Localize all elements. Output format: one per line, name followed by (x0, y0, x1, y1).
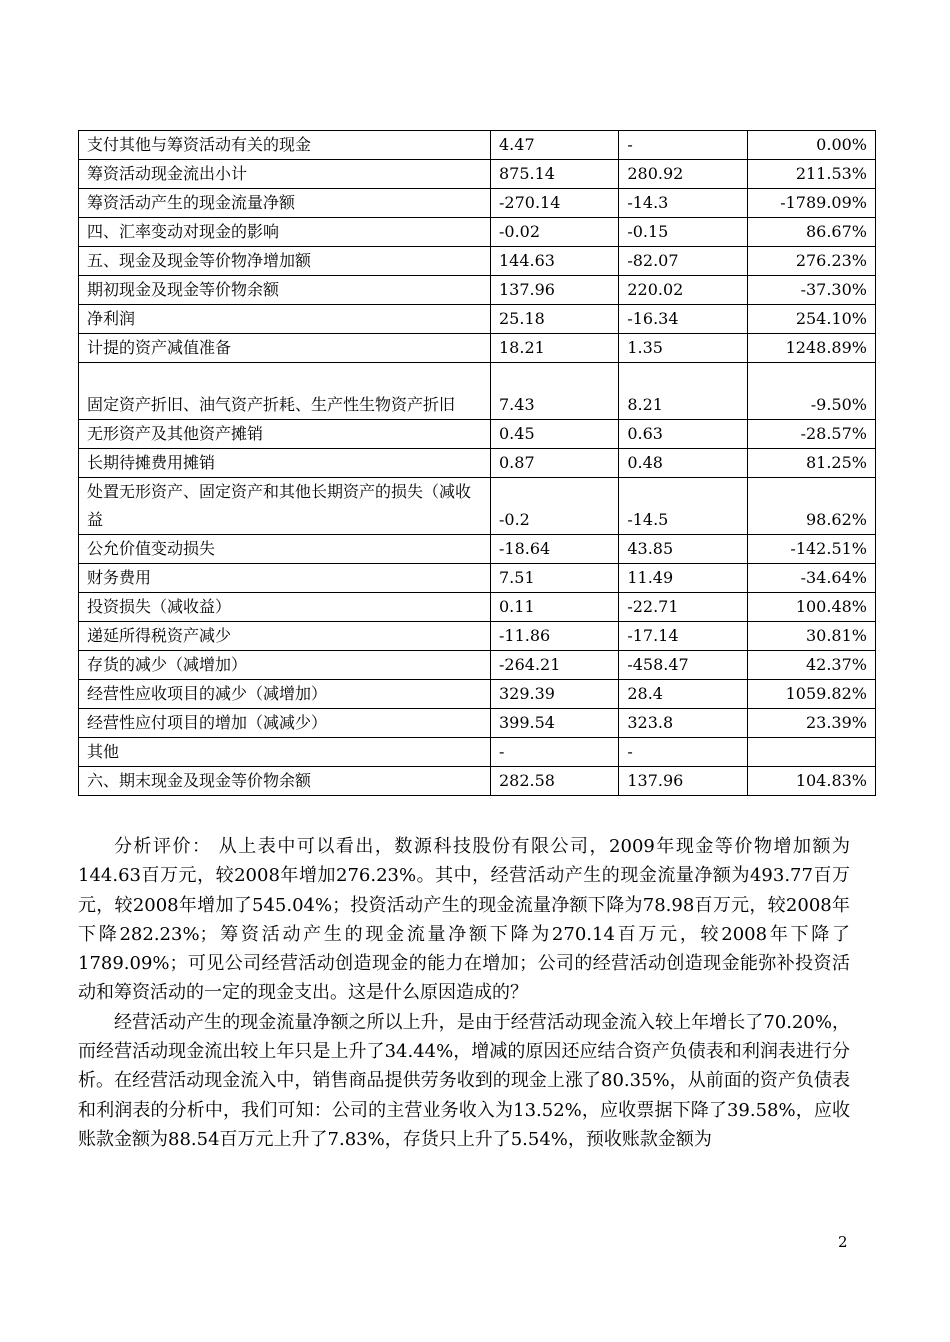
value-cell: -9.50% (747, 363, 875, 420)
value-cell: 1059.82% (747, 680, 875, 709)
value-cell: 280.92 (619, 160, 747, 189)
value-cell: 0.87 (491, 449, 619, 478)
row-label-cell: 存货的减少（减增加） (79, 651, 491, 680)
value-cell: 211.53% (747, 160, 875, 189)
table-row (79, 738, 876, 767)
table-row (79, 276, 876, 305)
value-cell: -14.3 (619, 189, 747, 218)
row-label-cell: 期初现金及现金等价物余额 (79, 276, 491, 305)
row-label-cell: 固定资产折旧、油气资产折耗、生产性生物资产折旧 (79, 363, 491, 420)
analysis-text (78, 832, 850, 1154)
table-row (79, 478, 876, 535)
value-cell: -34.64% (747, 564, 875, 593)
table-row (79, 218, 876, 247)
page-number: 2 (838, 1233, 848, 1251)
row-label-cell: 长期待摊费用摊销 (79, 449, 491, 478)
row-label-cell: 支付其他与筹资活动有关的现金 (79, 131, 491, 160)
row-label-cell: 递延所得税资产减少 (79, 622, 491, 651)
value-cell: 100.48% (747, 593, 875, 622)
value-cell: 144.63 (491, 247, 619, 276)
row-label-cell: 投资损失（减收益） (79, 593, 491, 622)
table-row (79, 449, 876, 478)
row-label-cell: 经营性应付项目的增加（减减少） (79, 709, 491, 738)
row-label-cell: 处置无形资产、固定资产和其他长期资产的损失（减收益 (79, 478, 491, 535)
value-cell: -0.15 (619, 218, 747, 247)
table-body (79, 131, 876, 796)
value-cell: - (491, 738, 619, 767)
value-cell: 254.10% (747, 305, 875, 334)
value-cell: 1.35 (619, 334, 747, 363)
row-label-cell: 筹资活动产生的现金流量净额 (79, 189, 491, 218)
table-row (79, 334, 876, 363)
table-row (79, 622, 876, 651)
table-row (79, 305, 876, 334)
table-row (79, 420, 876, 449)
value-cell: 7.43 (491, 363, 619, 420)
value-cell: -0.2 (491, 478, 619, 535)
value-cell: -16.34 (619, 305, 747, 334)
value-cell: -458.47 (619, 651, 747, 680)
value-cell: 0.00% (747, 131, 875, 160)
row-label-cell: 计提的资产减值准备 (79, 334, 491, 363)
value-cell: 25.18 (491, 305, 619, 334)
value-cell: -0.02 (491, 218, 619, 247)
value-cell: 1248.89% (747, 334, 875, 363)
value-cell: 86.67% (747, 218, 875, 247)
value-cell: 0.48 (619, 449, 747, 478)
value-cell: -22.71 (619, 593, 747, 622)
value-cell: 42.37% (747, 651, 875, 680)
row-label-cell: 六、期末现金及现金等价物余额 (79, 767, 491, 796)
cash-flow-table (78, 130, 876, 796)
value-cell: 875.14 (491, 160, 619, 189)
value-cell: 104.83% (747, 767, 875, 796)
value-cell: 23.39% (747, 709, 875, 738)
value-cell: -17.14 (619, 622, 747, 651)
analysis-paragraph: 分析评价： 从上表中可以看出，数源科技股份有限公司，2009年现金等价物增加额为144.63百万元，较2008年增加276.23%。其中，经营活动产生的现金流量净额为493.77百万元，较2008年增加了545.04%；投资活动产生的现金流量净额下降为78.98百万元，较2008年下降282.23%；筹资活动产生的现金流量净额下降为270.14百万元，较2008年下降了1789.09%；可见公司经营活动创造现金的能力在增加；公司的经营活动创造现金能弥补投资活动和筹资活动的一定的现金支出。这是什么原因造成的？ (78, 836, 850, 1004)
table-row (79, 247, 876, 276)
value-cell: 43.85 (619, 535, 747, 564)
value-cell: 0.63 (619, 420, 747, 449)
value-cell: 329.39 (491, 680, 619, 709)
value-cell: -11.86 (491, 622, 619, 651)
value-cell: 81.25% (747, 449, 875, 478)
table-row (79, 131, 876, 160)
value-cell: 7.51 (491, 564, 619, 593)
value-cell: -82.07 (619, 247, 747, 276)
row-label-cell: 筹资活动现金流出小计 (79, 160, 491, 189)
table-row (79, 593, 876, 622)
value-cell: 282.58 (491, 767, 619, 796)
table-row (79, 535, 876, 564)
table-row (79, 363, 876, 420)
value-cell: 137.96 (491, 276, 619, 305)
table-row (79, 160, 876, 189)
value-cell: 8.21 (619, 363, 747, 420)
value-cell: 30.81% (747, 622, 875, 651)
value-cell (747, 738, 875, 767)
value-cell: 28.4 (619, 680, 747, 709)
row-label-cell: 净利润 (79, 305, 491, 334)
row-label-cell: 四、汇率变动对现金的影响 (79, 218, 491, 247)
value-cell: 399.54 (491, 709, 619, 738)
value-cell: -270.14 (491, 189, 619, 218)
value-cell: 220.02 (619, 276, 747, 305)
value-cell: - (619, 131, 747, 160)
value-cell: - (619, 738, 747, 767)
value-cell: -18.64 (491, 535, 619, 564)
value-cell: 137.96 (619, 767, 747, 796)
table-row (79, 767, 876, 796)
value-cell: -264.21 (491, 651, 619, 680)
value-cell: 11.49 (619, 564, 747, 593)
value-cell: 18.21 (491, 334, 619, 363)
value-cell: -14.5 (619, 478, 747, 535)
analysis-paragraph: 经营活动产生的现金流量净额之所以上升，是由于经营活动现金流入较上年增长了70.20%，而经营活动现金流出较上年只是上升了34.44%，增减的原因还应结合资产负债表和利润表进行分析。在经营活动现金流入中，销售商品提供劳务收到的现金上涨了80.35%，从前面的资产负债表和利润表的分析中，我们可知：公司的主营业务收入为13.52%，应收票据下降了39.58%，应收账款金额为88.54百万元上升了7.83%，存货只上升了5.54%，预收账款金额为 (78, 1011, 850, 1150)
value-cell: -37.30% (747, 276, 875, 305)
table-row (79, 189, 876, 218)
table-row (79, 651, 876, 680)
value-cell: 276.23% (747, 247, 875, 276)
table-row (79, 680, 876, 709)
row-label-cell: 其他 (79, 738, 491, 767)
value-cell: 323.8 (619, 709, 747, 738)
value-cell: 98.62% (747, 478, 875, 535)
value-cell: 0.11 (491, 593, 619, 622)
row-label-cell: 公允价值变动损失 (79, 535, 491, 564)
value-cell: 0.45 (491, 420, 619, 449)
value-cell: -142.51% (747, 535, 875, 564)
row-label-cell: 财务费用 (79, 564, 491, 593)
value-cell: -28.57% (747, 420, 875, 449)
value-cell: -1789.09% (747, 189, 875, 218)
row-label-cell: 无形资产及其他资产摊销 (79, 420, 491, 449)
row-label-cell: 五、现金及现金等价物净增加额 (79, 247, 491, 276)
row-label-cell: 经营性应收项目的减少（减增加） (79, 680, 491, 709)
table-row (79, 564, 876, 593)
value-cell: 4.47 (491, 131, 619, 160)
table-row (79, 709, 876, 738)
